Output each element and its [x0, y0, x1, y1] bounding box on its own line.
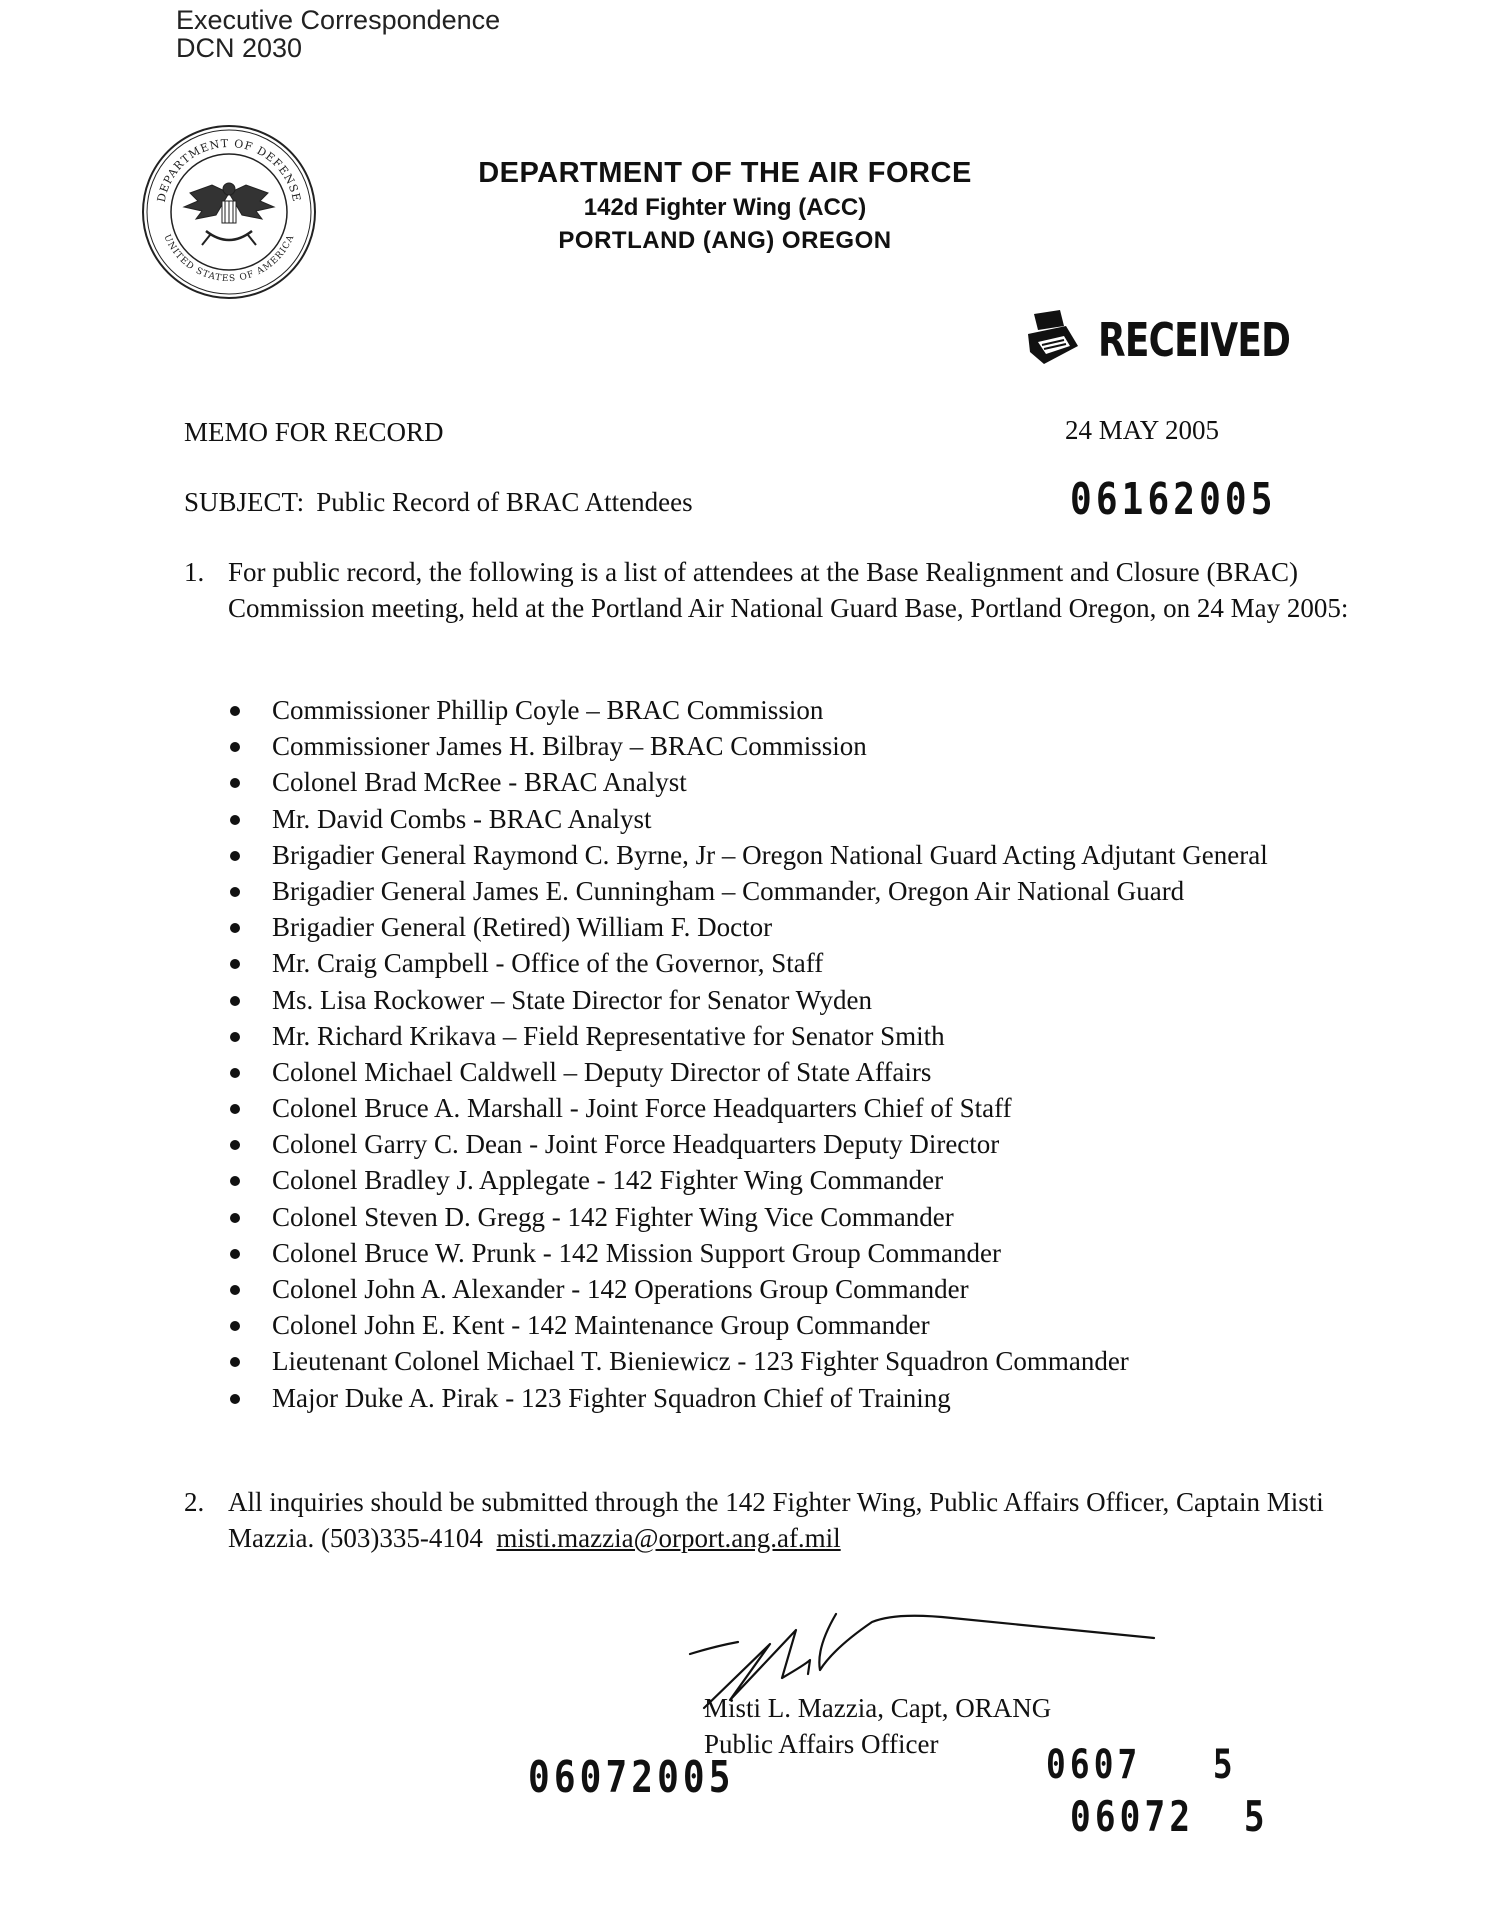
- attendee-text: Colonel Garry C. Dean - Joint Force Headquarters Deputy Director: [272, 1129, 1000, 1160]
- bullet-icon: [230, 742, 240, 752]
- attendee-text: Colonel Bruce A. Marshall - Joint Force Headquarters Chief of Staff: [272, 1093, 1012, 1124]
- bullet-icon: [230, 1068, 240, 1078]
- paragraph-1-number: 1.: [184, 557, 205, 587]
- bullet-icon: [230, 1032, 240, 1042]
- bullet-icon: [230, 815, 240, 825]
- attendee-text: Ms. Lisa Rockower – State Director for Senator Wyden: [272, 984, 872, 1015]
- bullet-icon: [230, 887, 240, 897]
- attendee-list-item: [228, 1054, 1268, 1090]
- attendee-text: Mr. Craig Campbell - Office of the Governor, Staff: [272, 948, 824, 979]
- attendee-list-item: [228, 1090, 1268, 1126]
- date-stamp-right-bottom: 06072 5: [1070, 1792, 1269, 1841]
- bullet-icon: [230, 1140, 240, 1150]
- attendee-text: Colonel Michael Caldwell – Deputy Director of State Affairs: [272, 1056, 932, 1087]
- attendee-list-item: [228, 764, 1268, 800]
- date-stamp-left: 06072005: [528, 1752, 735, 1803]
- bullet-icon: [230, 1249, 240, 1259]
- attendee-text: Colonel Bruce W. Prunk - 142 Mission Support Group Commander: [272, 1237, 1001, 1268]
- executive-correspondence-header: [176, 6, 500, 62]
- attendee-list-item: [228, 1307, 1268, 1343]
- attendee-text: Commissioner James H. Bilbray – BRAC Commission: [272, 731, 867, 762]
- paragraph-1-text: For public record, the following is a list of attendees at the Base Realignment and Closure (BRAC) Commission meeting, held at the Portland Air National Guard Base, Portland Oregon, on 24 May 2005:: [228, 557, 1349, 623]
- seal-bottom-text: UNITED STATES OF AMERICA: [161, 233, 297, 285]
- received-stamp: [1024, 300, 1344, 380]
- letterhead-location: PORTLAND (ANG) OREGON: [558, 227, 892, 254]
- attendee-list-item: [228, 1343, 1268, 1379]
- bullet-icon: [230, 996, 240, 1006]
- attendee-text: Mr. Richard Krikava – Field Representative for Senator Smith: [272, 1020, 945, 1051]
- bullet-icon: [230, 1213, 240, 1223]
- attendee-list-item: [228, 1235, 1268, 1271]
- attendee-text: Colonel Steven D. Gregg - 142 Fighter Wing Vice Commander: [272, 1201, 954, 1232]
- subject-text: Public Record of BRAC Attendees: [316, 487, 693, 517]
- attendee-list-item: [228, 1380, 1268, 1416]
- bullet-icon: [230, 1285, 240, 1295]
- bullet-icon: [230, 923, 240, 933]
- attendee-text: Brigadier General James E. Cunningham – Commander, Oregon Air National Guard: [272, 875, 1185, 906]
- bullet-icon: [230, 1321, 240, 1331]
- attendee-list-item: [228, 1018, 1268, 1054]
- signer-name: Misti L. Mazzia, Capt, ORANG: [704, 1693, 1052, 1723]
- document-number-stamp: 06162005: [1070, 474, 1277, 525]
- attendee-list: [228, 692, 1268, 1416]
- date-stamp-right-top: 0607 5: [1046, 1742, 1237, 1788]
- attendee-text: Commissioner Phillip Coyle – BRAC Commission: [272, 695, 824, 725]
- attendee-text: Brigadier General Raymond C. Byrne, Jr – Oregon National Guard Acting Adjutant General: [272, 839, 1268, 870]
- bullet-icon: [230, 1176, 240, 1186]
- attendee-list-item: [228, 837, 1268, 873]
- paragraph-2: [184, 1484, 1404, 1556]
- paragraph-1: [184, 554, 1404, 626]
- header-line-1: Executive Correspondence: [176, 5, 501, 35]
- paragraph-2-number: 2.: [184, 1487, 205, 1517]
- department-of-defense-seal: [140, 123, 318, 301]
- bullet-icon: [230, 778, 240, 788]
- signer-title: Public Affairs Officer: [704, 1729, 939, 1759]
- attendee-list-item: [228, 873, 1268, 909]
- received-stamp-text: RECEIVED: [1098, 313, 1291, 367]
- bullet-icon: [230, 959, 240, 969]
- attendee-list-item: [228, 1271, 1268, 1307]
- paragraph-2-body: [228, 1484, 1404, 1556]
- attendee-text: Colonel John E. Kent - 142 Maintenance Group Commander: [272, 1310, 930, 1341]
- memo-for-record-label: MEMO FOR RECORD: [184, 417, 444, 447]
- memo-date: 24 MAY 2005: [1065, 415, 1220, 445]
- attendee-list-item: [228, 1162, 1268, 1198]
- attendee-list-item: [228, 1199, 1268, 1235]
- attendee-text: Brigadier General (Retired) William F. Doctor: [272, 912, 773, 943]
- bullet-icon: [230, 1357, 240, 1367]
- attendee-list-item: [228, 692, 1268, 728]
- attendee-text: Colonel Bradley J. Applegate - 142 Fighter Wing Commander: [272, 1165, 944, 1196]
- memo-subject: [184, 484, 693, 520]
- bullet-icon: [230, 706, 240, 716]
- attendee-text: Colonel Brad McRee - BRAC Analyst: [272, 767, 687, 798]
- paragraph-2-text: All inquiries should be submitted through the 142 Fighter Wing, Public Affairs Officer, Captain Misti Mazzia. (503)335-4104: [228, 1487, 1324, 1553]
- attendee-list-item: [228, 982, 1268, 1018]
- subject-label: SUBJECT:: [184, 487, 305, 517]
- email-link[interactable]: misti.mazzia@orport.ang.af.mil: [496, 1523, 841, 1553]
- bullet-icon: [230, 1394, 240, 1404]
- attendee-list-item: [228, 1126, 1268, 1162]
- eagle-icon: [184, 183, 274, 245]
- letterhead: [380, 155, 1070, 257]
- attendee-text: Colonel John A. Alexander - 142 Operations Group Commander: [272, 1274, 969, 1304]
- attendee-list-item: [228, 945, 1268, 981]
- attendee-text: Major Duke A. Pirak - 123 Fighter Squadron Chief of Training: [272, 1382, 951, 1413]
- attendee-list-item: [228, 728, 1268, 764]
- header-line-2: DCN 2030: [176, 33, 303, 63]
- signature-block: [704, 1690, 1051, 1762]
- attendee-list-item: [228, 801, 1268, 837]
- attendee-text: Mr. David Combs - BRAC Analyst: [272, 803, 652, 834]
- bullet-icon: [230, 1104, 240, 1114]
- letterhead-unit: 142d Fighter Wing (ACC): [583, 194, 867, 221]
- attendee-text: Lieutenant Colonel Michael T. Bieniewicz - 123 Fighter Squadron Commander: [272, 1346, 1129, 1377]
- attendee-list-item: [228, 909, 1268, 945]
- letterhead-org: DEPARTMENT OF THE AIR FORCE: [478, 157, 972, 189]
- bullet-icon: [230, 851, 240, 861]
- seal-top-text: DEPARTMENT OF DEFENSE: [154, 136, 304, 204]
- inbox-stamp-icon: [1024, 308, 1084, 372]
